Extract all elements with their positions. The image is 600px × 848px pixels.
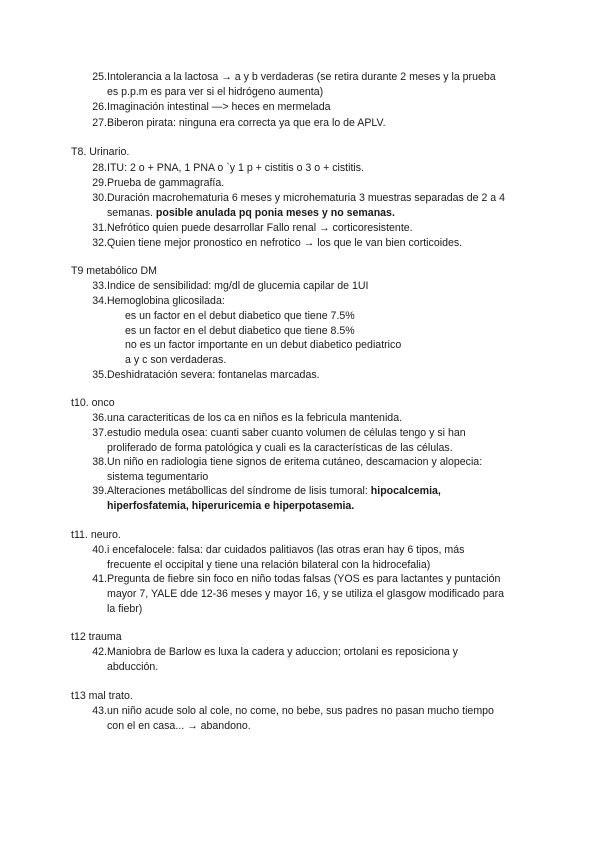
- section-title-t13: t13 mal trato.: [71, 690, 133, 702]
- item-number: 43.: [92, 705, 107, 717]
- item-number: 35.: [92, 369, 107, 381]
- item-number: 36.: [92, 412, 107, 424]
- item-text: Hemoglobina glicosilada:: [107, 295, 225, 307]
- item-text: mayor 7, YALE dde 12-36 meses y mayor 16, y se utiliza el glasgow modificado para: [107, 587, 505, 600]
- item-number: 26.: [92, 101, 107, 113]
- item-text: Alteraciones metábollicas del síndrome de lisis tumoral:: [107, 485, 371, 497]
- option-line: es un factor en el debut diabetico que tiene 7.5%: [125, 309, 355, 322]
- item-text: frecuente el occipital y tiene una relación bilateral con la hidrocefalia): [107, 558, 431, 571]
- item-text: proliferado de forma patológica y cuali es la características de las células.: [107, 441, 453, 454]
- item-text: semanas.: [107, 206, 156, 219]
- item-text: con el en casa... → abandono.: [107, 719, 251, 732]
- item-text: Imaginación intestinal —> heces en mermelada: [107, 101, 331, 113]
- item-text: Un niño en radiologia tiene signos de eritema cutáneo, descamacion y alopecia:: [107, 456, 483, 468]
- item-text: Nefrótico quien puede desarrollar Fallo renal → corticoresistente.: [107, 222, 413, 234]
- item-text: Pregunta de fiebre sin foco en niño todas falsas (YOS es para lactantes y puntación: [107, 573, 501, 585]
- section-title-t11: t11. neuro.: [71, 529, 121, 541]
- item-text: sistema tegumentario: [107, 470, 209, 483]
- item-number: 33.: [92, 280, 107, 292]
- item-number: 34.: [92, 295, 107, 307]
- item-text: la fiebr): [107, 602, 143, 615]
- item-text: Quien tiene mejor pronostico en nefrotico → los que le van bien corticoides.: [107, 237, 463, 249]
- item-number: 41.: [92, 573, 107, 585]
- item-text: un niño acude solo al cole, no come, no bebe, sus padres no pasan mucho tiempo: [107, 705, 494, 717]
- item-number: 29.: [92, 177, 107, 189]
- option-line: es un factor en el debut diabetico que tiene 8.5%: [125, 324, 355, 337]
- item-text: Maniobra de Barlow es luxa la cadera y aduccion; ortolani es reposiciona y: [107, 646, 458, 658]
- item-number: 40.: [92, 544, 107, 556]
- item-text: ITU: 2 o + PNA, 1 PNA o `y 1 p + cistitis o 3 o + cistitis.: [107, 162, 364, 174]
- item-text: Duración macrohematuria 6 meses y microhematuria 3 muestras separadas de 2 a 4: [107, 192, 506, 204]
- item-number: 31.: [92, 222, 107, 234]
- item-number: 38.: [92, 456, 107, 468]
- section-title-t9: T9 metabólico DM: [71, 265, 157, 277]
- item-text: estudio medula osea: cuanti saber cuanto volumen de células tengo y si han: [107, 427, 466, 439]
- item-text: Intolerancia a la lactosa → a y b verdaderas (se retira durante 2 meses y la prueba: [107, 71, 496, 83]
- bold-note: posible anulada pq ponia meses y no semanas.: [155, 206, 395, 219]
- item-text: abducción.: [107, 660, 159, 673]
- item-number: 37.: [92, 427, 107, 439]
- section-title-t8: T8. Urinario.: [71, 146, 130, 158]
- item-text: Biberon pirata: ninguna era correcta ya que era lo de APLV.: [107, 117, 386, 129]
- bold-note: hipocalcemia,: [370, 485, 441, 497]
- item-number: 42.: [92, 646, 107, 658]
- option-line: a y c son verdaderas.: [125, 354, 227, 367]
- section-title-t12: t12 trauma: [71, 631, 122, 643]
- item-number: 39.: [92, 485, 107, 497]
- item-number: 27.: [92, 117, 107, 129]
- bold-note: hiperfosfatemia, hiperuricemia e hiperpotasemia.: [107, 499, 355, 512]
- item-text: una caracteriticas de los ca en niños es la febricula mantenida.: [107, 412, 403, 424]
- item-number: 25.: [92, 71, 107, 83]
- item-text: Prueba de gammagrafía.: [107, 177, 225, 189]
- item-number: 28.: [92, 162, 107, 174]
- item-text: Indice de sensibilidad: mg/dl de glucemia capilar de 1UI: [107, 280, 369, 292]
- section-title-t10: t10. onco: [71, 397, 115, 409]
- item-number: 30.: [92, 192, 107, 204]
- option-line: no es un factor importante en un debut diabetico pediatrico: [125, 339, 402, 352]
- item-number: 32.: [92, 237, 107, 249]
- item-text: i encefalocele: falsa: dar cuidados palitiavos (las otras eran hay 6 tipos, más: [107, 544, 465, 556]
- item-text: es p.p.m es para ver si el hidrógeno aumenta): [107, 85, 324, 98]
- item-text: Deshidratación severa: fontanelas marcadas.: [107, 369, 320, 381]
